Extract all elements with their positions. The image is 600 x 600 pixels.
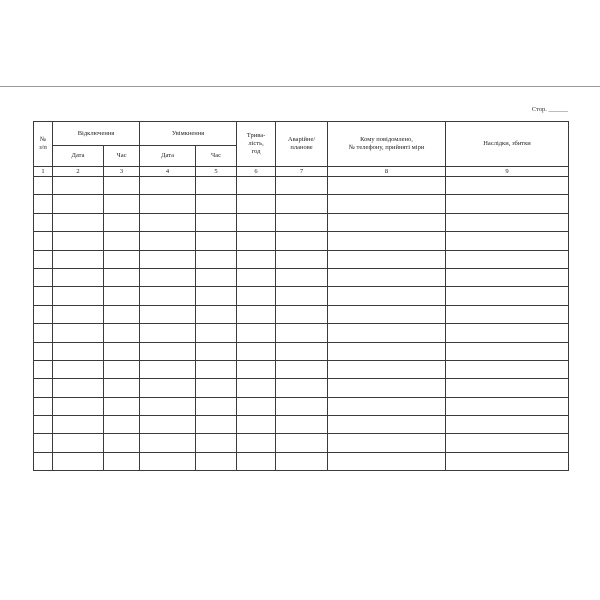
table-cell[interactable] [196,177,237,195]
table-cell[interactable] [140,177,196,195]
table-row [34,232,569,250]
header-disconnection-date: Дата [53,146,104,167]
table-cell[interactable] [140,397,196,415]
table-row [34,250,569,268]
table-cell[interactable] [237,434,276,452]
table-cell[interactable] [196,342,237,360]
column-number: 3 [104,167,140,177]
table-cell[interactable] [237,452,276,470]
table-cell[interactable] [140,305,196,323]
table-cell[interactable] [140,360,196,378]
table-cell[interactable] [196,324,237,342]
table-row [34,268,569,286]
table-cell[interactable] [446,434,569,452]
table-cell[interactable] [196,305,237,323]
table-cell[interactable] [53,305,104,323]
table-cell[interactable] [104,195,140,213]
table-cell[interactable] [328,324,446,342]
table-cell[interactable] [446,324,569,342]
table-cell[interactable] [104,250,140,268]
column-number: 8 [328,167,446,177]
table-cell[interactable] [140,324,196,342]
table-cell[interactable] [276,324,328,342]
table-cell[interactable] [446,360,569,378]
table-cell[interactable] [237,232,276,250]
table-cell[interactable] [328,195,446,213]
table-cell[interactable] [34,195,53,213]
table-cell[interactable] [276,177,328,195]
table-cell[interactable] [53,268,104,286]
table-cell[interactable] [53,434,104,452]
table-cell[interactable] [34,452,53,470]
table-cell[interactable] [53,452,104,470]
header-emergency-planned: Аварійне/ планове [276,122,328,167]
table-cell[interactable] [104,177,140,195]
table-cell[interactable] [446,416,569,434]
column-number: 9 [446,167,569,177]
table-row [34,324,569,342]
table-cell[interactable] [276,360,328,378]
table-cell[interactable] [276,268,328,286]
table-cell[interactable] [328,268,446,286]
table-cell[interactable] [446,397,569,415]
table-cell[interactable] [140,434,196,452]
table-cell[interactable] [104,287,140,305]
header-connection-date: Дата [140,146,196,167]
table-cell[interactable] [104,434,140,452]
table-cell[interactable] [276,287,328,305]
table-row [34,177,569,195]
column-number: 6 [237,167,276,177]
table-cell[interactable] [34,177,53,195]
table-cell[interactable] [140,379,196,397]
table-cell[interactable] [140,342,196,360]
table-cell[interactable] [53,397,104,415]
table-cell[interactable] [140,250,196,268]
table-cell[interactable] [53,342,104,360]
table-cell[interactable] [276,434,328,452]
table-row [34,213,569,231]
table-cell[interactable] [104,397,140,415]
header-disconnection-time: Час [104,146,140,167]
table-cell[interactable] [276,342,328,360]
table-cell[interactable] [276,379,328,397]
table-cell[interactable] [328,342,446,360]
table-cell[interactable] [104,305,140,323]
table-cell[interactable] [446,305,569,323]
table-cell[interactable] [276,213,328,231]
table-cell[interactable] [34,342,53,360]
table-cell[interactable] [140,452,196,470]
table-row [34,452,569,470]
table-cell[interactable] [34,397,53,415]
header-row-number: № з/п [34,122,53,167]
column-number: 2 [53,167,104,177]
table-cell[interactable] [446,232,569,250]
table-cell[interactable] [53,213,104,231]
table-cell[interactable] [34,434,53,452]
table-cell[interactable] [276,195,328,213]
table-cell[interactable] [237,416,276,434]
table-cell[interactable] [34,250,53,268]
page-number-label: Стор. ______ [531,106,568,113]
table-cell[interactable] [328,287,446,305]
table-cell[interactable] [237,213,276,231]
table-cell[interactable] [34,305,53,323]
page-divider-line [0,86,600,87]
table-cell[interactable] [53,250,104,268]
table-cell[interactable] [328,305,446,323]
table-cell[interactable] [276,416,328,434]
table-cell[interactable] [34,324,53,342]
table-cell[interactable] [34,360,53,378]
table-cell[interactable] [34,379,53,397]
table-cell[interactable] [53,195,104,213]
table-cell[interactable] [237,287,276,305]
table-row [34,287,569,305]
table-cell[interactable] [53,232,104,250]
table-cell[interactable] [446,195,569,213]
table-cell[interactable] [34,416,53,434]
table-cell[interactable] [104,452,140,470]
table-cell[interactable] [446,379,569,397]
table-cell[interactable] [276,250,328,268]
table-cell[interactable] [237,360,276,378]
table-row [34,434,569,452]
table-cell[interactable] [328,416,446,434]
table-cell[interactable] [140,232,196,250]
column-number-row [34,167,569,177]
table-cell[interactable] [34,213,53,231]
table-cell[interactable] [446,342,569,360]
table-cell[interactable] [237,324,276,342]
table-cell[interactable] [196,452,237,470]
table-cell[interactable] [276,397,328,415]
table-cell[interactable] [446,213,569,231]
table-cell[interactable] [237,397,276,415]
table-body [34,167,569,471]
table-cell[interactable] [104,379,140,397]
table-cell[interactable] [328,232,446,250]
table-cell[interactable] [196,195,237,213]
column-number: 4 [140,167,196,177]
column-number: 7 [276,167,328,177]
header-duration: Трива- лість, год [237,122,276,167]
table-cell[interactable] [328,397,446,415]
table-cell[interactable] [328,360,446,378]
table-cell[interactable] [276,305,328,323]
table-cell[interactable] [196,360,237,378]
table-cell[interactable] [196,268,237,286]
table-cell[interactable] [446,250,569,268]
table-cell[interactable] [276,452,328,470]
table-cell[interactable] [328,250,446,268]
table-row [34,342,569,360]
table-cell[interactable] [328,379,446,397]
table-cell[interactable] [237,177,276,195]
table-row [34,416,569,434]
table-cell[interactable] [328,434,446,452]
table-cell[interactable] [34,232,53,250]
table-cell[interactable] [53,324,104,342]
table-cell[interactable] [446,268,569,286]
table-cell[interactable] [196,287,237,305]
table-cell[interactable] [237,342,276,360]
table-row [34,397,569,415]
table-row [34,305,569,323]
table-cell[interactable] [276,232,328,250]
table-cell[interactable] [53,416,104,434]
outage-log-table [33,121,569,471]
table-cell[interactable] [196,232,237,250]
header-connection: Увімкнення [140,122,237,146]
table-cell[interactable] [196,434,237,452]
table-cell[interactable] [140,287,196,305]
table-cell[interactable] [140,268,196,286]
table-cell[interactable] [328,213,446,231]
table-cell[interactable] [34,287,53,305]
table-cell[interactable] [446,452,569,470]
header-notified: Кому повідомлено, № телефону, прийняті міри [328,122,446,167]
table-cell[interactable] [237,250,276,268]
table-cell[interactable] [237,305,276,323]
table-cell[interactable] [104,324,140,342]
header-disconnection: Відключення [53,122,140,146]
table-cell[interactable] [53,177,104,195]
table-cell[interactable] [53,360,104,378]
table-cell[interactable] [53,379,104,397]
table-cell[interactable] [196,397,237,415]
column-number: 1 [34,167,53,177]
table-cell[interactable] [140,195,196,213]
table-cell[interactable] [196,416,237,434]
table-cell[interactable] [104,416,140,434]
table-cell[interactable] [196,213,237,231]
table-cell[interactable] [446,287,569,305]
table-cell[interactable] [446,177,569,195]
table-cell[interactable] [328,177,446,195]
column-number: 5 [196,167,237,177]
table-cell[interactable] [104,232,140,250]
table-row [34,360,569,378]
table-cell[interactable] [53,287,104,305]
table-cell[interactable] [34,268,53,286]
table-cell[interactable] [104,213,140,231]
table-cell[interactable] [237,268,276,286]
table-row [34,195,569,213]
table-cell[interactable] [237,379,276,397]
table-cell[interactable] [104,360,140,378]
table-cell[interactable] [104,342,140,360]
header-consequences: Наслідки, збитки [446,122,569,167]
table-row [34,379,569,397]
header-connection-time: Час [196,146,237,167]
table-cell[interactable] [140,416,196,434]
table-cell[interactable] [196,250,237,268]
table-cell[interactable] [328,452,446,470]
table-cell[interactable] [104,268,140,286]
table-cell[interactable] [196,379,237,397]
table-cell[interactable] [237,195,276,213]
table-cell[interactable] [140,213,196,231]
